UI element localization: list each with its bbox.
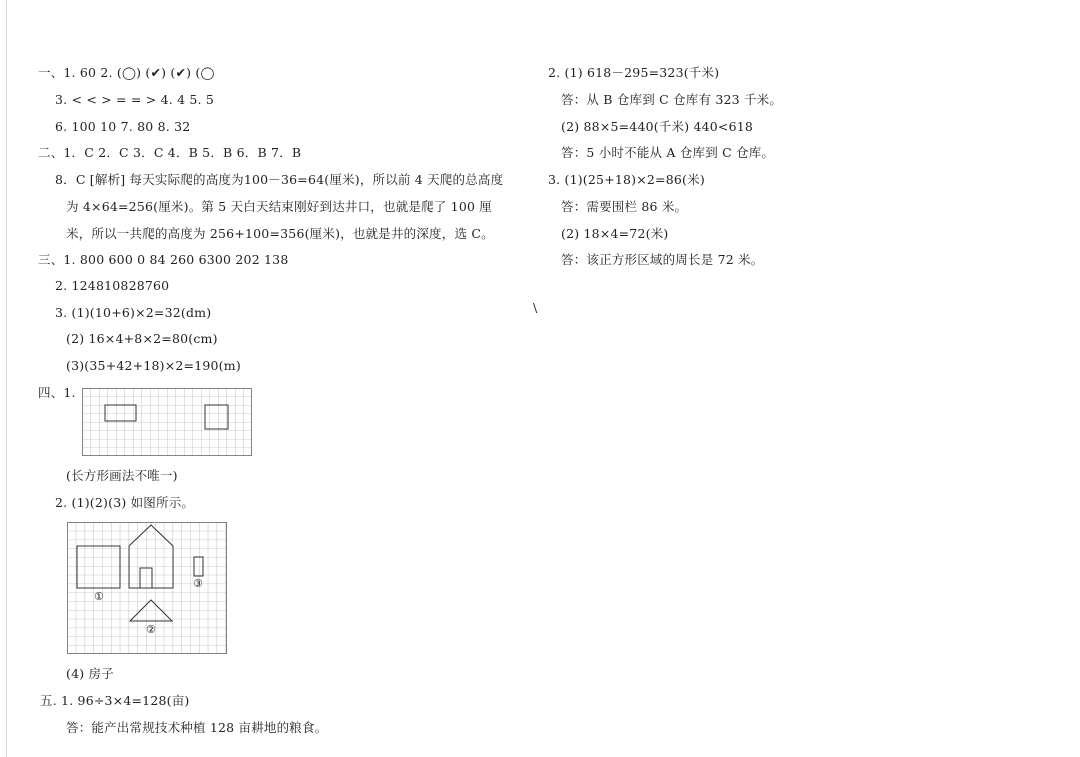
- rectangle-grid-svg: [82, 388, 252, 456]
- rectangle-grid-figure: [82, 388, 252, 456]
- sec3-line3: 3. (1)(10+6)×2=32(dm): [55, 305, 212, 320]
- sec3-line1: 三、1. 800 600 0 84 260 6300 202 138: [38, 252, 289, 267]
- sec4-note: (长方形画法不唯一): [66, 468, 178, 483]
- right-line5: 3. (1)(25+18)×2=86(米): [548, 172, 705, 187]
- sec2-line2: 8．C [解析] 每天实际爬的高度为100－36=64(厘米)，所以前 4 天爬的总高度: [55, 172, 504, 187]
- sec2-line4: 米，所以一共爬的高度为 256+100=356(厘米)，也就是井的深度，选 C。: [66, 226, 494, 241]
- right-line2: 答：从 B 仓库到 C 仓库有 323 千米。: [561, 92, 783, 107]
- sec4-line2: 2. (1)(2)(3) 如图所示。: [55, 495, 195, 510]
- sec2-line3: 为 4×64=256(厘米)。第 5 天白天结束刚好到达井口，也就是爬了 100 厘: [66, 199, 492, 214]
- stray-mark: \: [533, 300, 538, 315]
- right-line7: (2) 18×4=72(米): [561, 226, 669, 241]
- mark-2-label: ②: [146, 623, 156, 636]
- sec3-line2: 2. 124810828760: [55, 278, 170, 293]
- sec3-line4: (2) 16×4+8×2=80(cm): [66, 331, 218, 346]
- grid-background: [83, 389, 252, 456]
- page-edge: [6, 0, 7, 757]
- sec1-line3: 6. 100 10 7. 80 8. 32: [55, 119, 191, 134]
- sec5-line2: 答：能产出常规技术种植 128 亩耕地的粮食。: [66, 720, 328, 735]
- house-grid-svg: [67, 522, 227, 654]
- mark-3-label: ③: [193, 577, 203, 590]
- right-line3: (2) 88×5=440(千米) 440<618: [561, 119, 754, 134]
- right-line6: 答：需要围栏 86 米。: [561, 199, 688, 214]
- right-line8: 答：该正方形区域的周长是 72 米。: [561, 252, 764, 267]
- sec5-line1: 五. 1. 96÷3×4=128(亩): [40, 693, 190, 708]
- right-line1: 2. (1) 618－295=323(千米): [548, 65, 720, 80]
- right-line4: 答：5 小时不能从 A 仓库到 C 仓库。: [561, 145, 775, 160]
- sec1-line1: 一、1. 60 2. (◯) (✔) (✔) (◯: [38, 65, 215, 80]
- mark-1-label: ①: [94, 590, 104, 603]
- sec2-line1: 二、1．C 2．C 3．C 4．B 5．B 6．B 7．B: [38, 145, 302, 160]
- sec4-line1: 四、1.: [38, 385, 76, 400]
- sec4-line3: (4) 房子: [66, 666, 114, 681]
- sec3-line5: (3)(35+42+18)×2=190(m): [66, 358, 241, 373]
- sec1-line2: 3. < < > = = > 4. 4 5. 5: [55, 92, 215, 107]
- house-grid-figure: [67, 522, 227, 654]
